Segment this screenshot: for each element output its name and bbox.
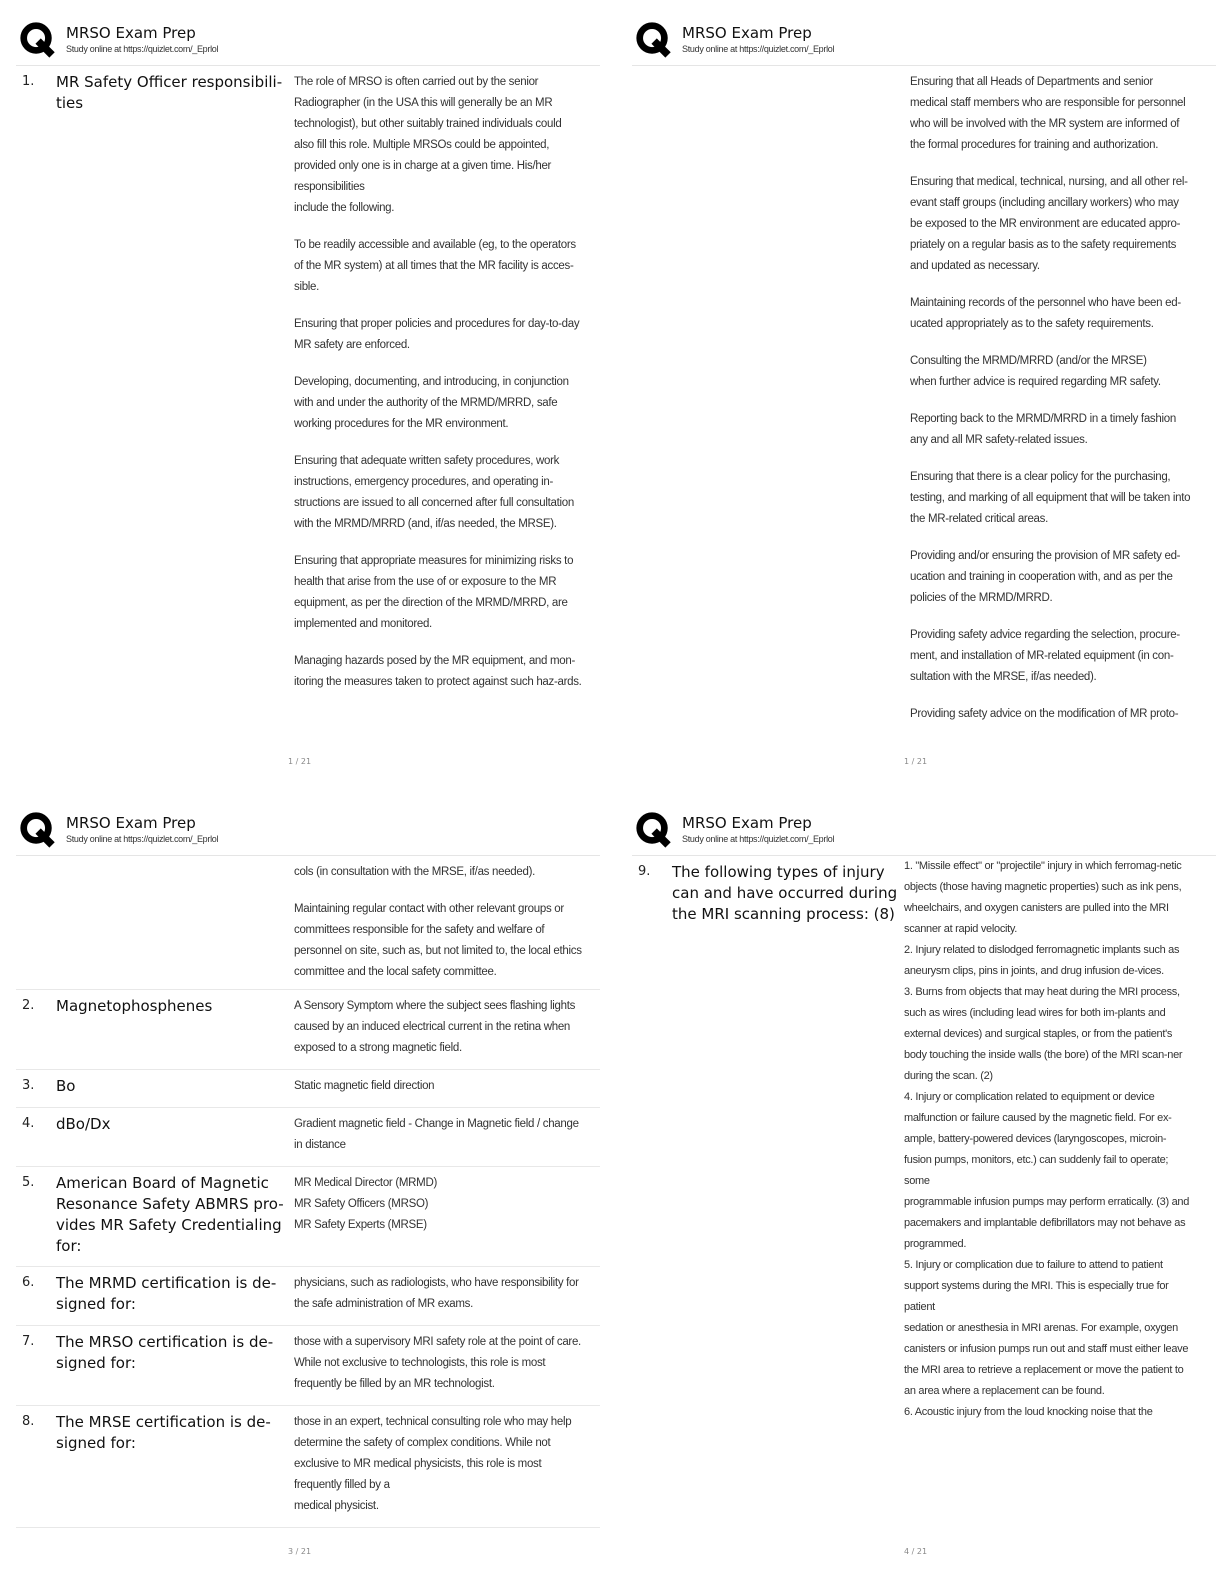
quizlet-logo-icon	[18, 810, 56, 848]
definition-paragraph: Providing and/or ensuring the provision of MR safety ed-ucation and training in cooperation with, and as per the policies of the MRMD/MRRD.	[910, 550, 1181, 604]
definition-paragraph: Maintaining regular contact with other relevant groups or committees responsible for the safety and welfare of personnel on site, such as, but not limited to, the local ethics committee and the local safety committee.	[294, 903, 582, 978]
card-number: 4.	[22, 1116, 35, 1131]
card-row	[16, 856, 600, 990]
brand-title: MRSO Exam Prep	[682, 24, 812, 42]
card-number: 9.	[638, 864, 651, 879]
page-number: 1 / 21	[288, 757, 312, 766]
card-term: The MRSE certification is de-signed for:	[56, 1413, 271, 1452]
quizlet-logo-icon	[634, 810, 672, 848]
card-row	[632, 856, 1216, 1433]
study-link[interactable]: Study online at https://quizlet.com/_Eprlol	[682, 44, 835, 54]
page-header	[16, 16, 600, 66]
card-row	[16, 990, 600, 1070]
card-definition: those in an expert, technical consulting role who may help determine the safety of complex conditions. While not exclusive to MR medical physicists, this role is most frequently filled by a medical physicist.	[294, 1416, 572, 1512]
card-row	[16, 1070, 600, 1108]
card-number: 1.	[22, 74, 35, 89]
brand-title: MRSO Exam Prep	[682, 814, 812, 832]
definition-paragraph: Maintaining records of the personnel who have been ed-ucated appropriately as to the safety requirements.	[910, 297, 1181, 330]
page-number: 3 / 21	[288, 1547, 312, 1556]
card-definition: A Sensory Symptom where the subject sees flashing lights caused by an induced electrical current in the retina when exposed to a strong magnetic field.	[294, 1000, 576, 1054]
definition-paragraph: To be readily accessible and available (eg, to the operators of the MR system) at all times that the MR facility is acces-sible.	[294, 239, 576, 293]
card-row	[16, 1108, 600, 1167]
study-link[interactable]: Study online at https://quizlet.com/_Eprlol	[66, 44, 219, 54]
quizlet-logo-icon	[18, 20, 56, 58]
definition-paragraph: Ensuring that all Heads of Departments and senior medical staff members who are responsible for personnel who will be involved with the MR system are informed of the formal procedures for training and authorization.	[910, 76, 1186, 151]
card-definition: physicians, such as radiologists, who have responsibility for the safe administration of MR exams.	[294, 1277, 579, 1310]
card-number: 5.	[22, 1175, 35, 1190]
card-term: The following types of injury can and have occurred during the MRI scanning process: (8)	[672, 863, 898, 923]
definition-paragraph: Providing safety advice regarding the selection, procure-ment, and installation of MR-related equipment (in con-sultation with the MRSE, if/as needed).	[910, 629, 1180, 683]
card-row	[16, 1267, 600, 1326]
definition-paragraph: Ensuring that proper policies and procedures for day-to-day MR safety are enforced.	[294, 318, 580, 351]
definition-continuation	[910, 66, 1192, 725]
card-term: American Board of Magnetic Resonance Safety ABMRS pro-vides MR Safety Credentialing for:	[56, 1174, 284, 1255]
definition-paragraph: 1. "Missile effect" or "projectile" injury in which ferromag-netic objects (those having magnetic properties) such as ink pens, wheelchairs, and oxygen canisters are pulled into the MRI scanner at rapid velocity. 2. Injury related to dislodged ferromagnetic implants such as aneurysm clips, pins in joints, and drug infusion de-vices. 3. Burns from objects that may heat during the MRI process, such as wires (including lead wires for both im-plants and external devices) and surgical staples, or from the patient's body touching the inside walls (the bore) of the MRI scan-ner during the scan. (2) 4. Injury or complication related to equipment or device malfunction or failure caused by the magnetic field. For ex-ample, battery-powered devices (laryngoscopes, microin-fusion pumps, monitors, etc.) can suddenly fail to operate; some programmable infusion pumps may perform erratically. (3) and pacemakers and implantable defibrillators may not behave as programmed. 5. Injury or complication due to failure to attend to patient support systems during the MRI. This is especially true for patient sedation or anesthesia in MRI arenas. For example, oxygen canisters or infusion pumps run out and staff must either leave the MRI area to retrieve a replacement or move the patient to an area where a replacement can be found. 6. Acoustic injury from the loud knocking noise that the	[904, 860, 1190, 1418]
study-link[interactable]: Study online at https://quizlet.com/_Eprlol	[682, 834, 835, 844]
card-row	[16, 1167, 600, 1267]
definition-paragraph: Managing hazards posed by the MR equipment, and mon-itoring the measures taken to protect against such haz-ards.	[294, 655, 582, 688]
definition-paragraph: Providing safety advice on the modification of MR proto-	[910, 708, 1179, 720]
definition-paragraph: Ensuring that there is a clear policy for the purchasing, testing, and marking of all equipment that will be taken into the MR-related critical areas.	[910, 471, 1191, 525]
definition-paragraph: Ensuring that medical, technical, nursing, and all other rel-evant staff groups (including ancillary workers) who may be exposed to the MR environment are educated appro-priately on a regular basis as to the safety requirements and updated as necessary.	[910, 176, 1188, 272]
card-number: 2.	[22, 998, 35, 1013]
card-term: MR Safety Officer responsibili-ties	[56, 73, 283, 112]
card-term: Magnetophosphenes	[56, 997, 213, 1015]
card-number: 8.	[22, 1414, 35, 1429]
page-header	[632, 806, 1216, 856]
card-definition: Gradient magnetic field - Change in Magnetic field / change in distance	[294, 1118, 579, 1151]
card-term: Bo	[56, 1077, 76, 1095]
definition-paragraph: The role of MRSO is often carried out by the senior Radiographer (in the USA this will generally be an MR technologist), but other suitably trained individuals could also fill this role. Multiple MRSOs could be appointed, provided only one is in charge at a given time. His/her responsibilities include the following.	[294, 76, 562, 214]
page-header	[16, 806, 600, 856]
card-term: The MRSO certification is de-signed for:	[56, 1333, 274, 1372]
document-page-1	[16, 16, 600, 786]
definition-continuation	[294, 856, 584, 989]
definition-paragraph: Developing, documenting, and introducing, in conjunction with and under the authority of the MRMD/MRRD, safe working procedures for the MR environment.	[294, 376, 569, 430]
card-definition	[294, 66, 584, 703]
page-header	[632, 16, 1216, 66]
card-definition: MR Medical Director (MRMD) MR Safety Officers (MRSO) MR Safety Experts (MRSE)	[294, 1177, 437, 1231]
card-row	[16, 1406, 600, 1528]
definition-paragraph: Consulting the MRMD/MRRD (and/or the MRSE) when further advice is required regarding MR safety.	[910, 355, 1161, 388]
card-row	[16, 1326, 600, 1406]
definition-paragraph: Ensuring that adequate written safety procedures, work instructions, emergency procedures, and operating in-structions are issued to all concerned after full consultation with the MRMD/MRRD (and, if/as needed, the MRSE).	[294, 455, 574, 530]
document-page-2	[632, 16, 1216, 786]
document-page-3	[16, 806, 600, 1576]
document-page-4	[632, 806, 1216, 1576]
definition-paragraph: cols (in consultation with the MRSE, if/as needed).	[294, 866, 536, 878]
quizlet-logo-icon	[634, 20, 672, 58]
brand-title: MRSO Exam Prep	[66, 814, 196, 832]
card-term: dBo/Dx	[56, 1115, 111, 1133]
card-definition: those with a supervisory MRI safety role at the point of care. While not exclusive to technologists, this role is most frequently be filled by an MR technologist.	[294, 1336, 581, 1390]
card-term: The MRMD certification is de-signed for:	[56, 1274, 277, 1313]
page-number: 4 / 21	[904, 1547, 928, 1556]
card-definition	[904, 856, 1190, 1433]
card-number: 6.	[22, 1275, 35, 1290]
definition-paragraph: Reporting back to the MRMD/MRRD in a timely fashion any and all MR safety-related issues.	[910, 413, 1176, 446]
definition-paragraph: Ensuring that appropriate measures for minimizing risks to health that arise from the use of or exposure to the MR equipment, as per the direction of the MRMD/MRRD, are implemented and monitored.	[294, 555, 574, 630]
card-row	[16, 66, 600, 703]
study-link[interactable]: Study online at https://quizlet.com/_Eprlol	[66, 834, 219, 844]
card-definition: Static magnetic field direction	[294, 1080, 435, 1092]
brand-title: MRSO Exam Prep	[66, 24, 196, 42]
card-number: 3.	[22, 1078, 35, 1093]
card-number: 7.	[22, 1334, 35, 1349]
page-number: 1 / 21	[904, 757, 928, 766]
